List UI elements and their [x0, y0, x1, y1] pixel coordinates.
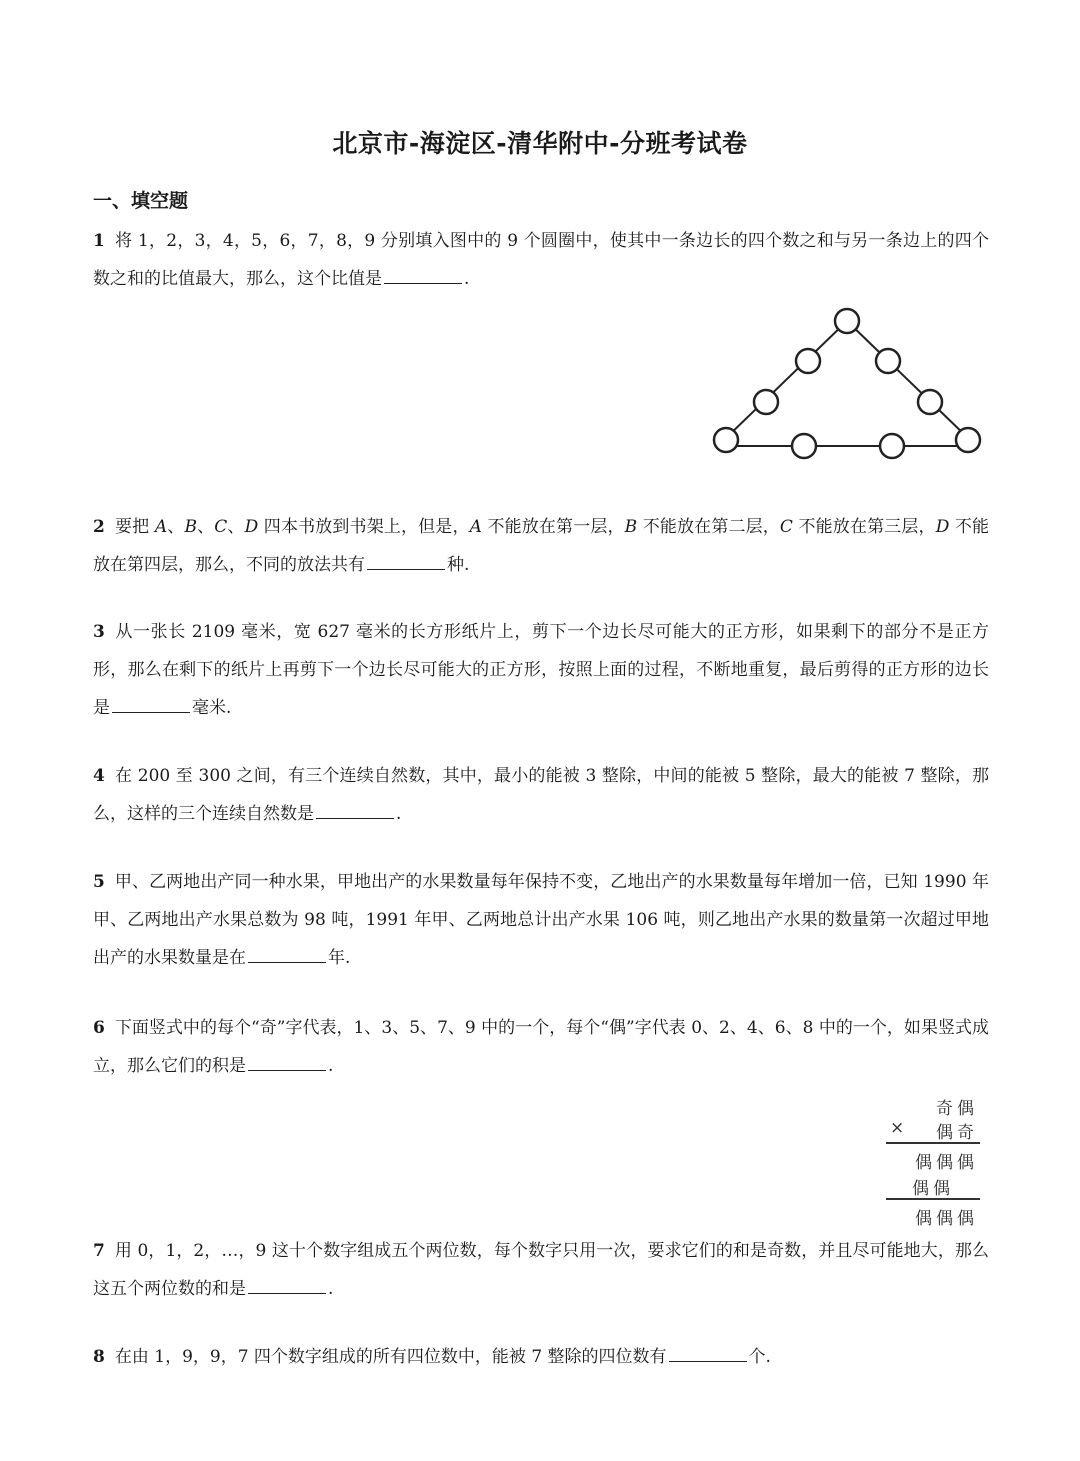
separator: 、: [227, 517, 245, 537]
circle-bottom-left[interactable]: [714, 428, 738, 452]
question-5: [93, 863, 989, 977]
partial-product-1: 偶偶偶: [915, 1153, 978, 1173]
question-text: 不能放在第四层，那么，不同的放法共有: [93, 517, 990, 575]
question-end: .: [396, 804, 402, 824]
question-3: [93, 613, 989, 727]
triangle-right-edge: [847, 321, 968, 438]
question-number: 4: [93, 766, 105, 786]
book-b: B: [624, 517, 638, 537]
divider-line: [886, 1142, 980, 1144]
answer-blank[interactable]: [367, 551, 445, 570]
question-end: 个.: [748, 1347, 771, 1367]
question-end: 种.: [447, 555, 470, 575]
section-heading: 一、填空题: [93, 190, 189, 212]
question-text: 在由 1，9，9，7 四个数字组成的所有四位数中，能被 7 整除的四位数有: [114, 1347, 667, 1367]
question-end: .: [464, 269, 470, 289]
page-title: 北京市-海淀区-清华附中-分班考试卷: [332, 129, 748, 158]
question-text: 不能放在第二层，: [637, 517, 780, 537]
book-c: C: [214, 517, 228, 537]
book-d: D: [244, 517, 259, 537]
circle-left-1[interactable]: [796, 349, 820, 373]
final-product: 偶偶偶: [915, 1209, 978, 1229]
question-1: [93, 222, 989, 298]
question-8: [93, 1338, 989, 1376]
question-number: 7: [93, 1241, 105, 1261]
multiplier: 偶奇: [936, 1123, 978, 1143]
multiplicand: 奇偶: [936, 1099, 978, 1119]
separator: 、: [196, 517, 215, 537]
circle-bottom-right[interactable]: [956, 428, 980, 452]
circle-right-2[interactable]: [918, 390, 942, 414]
vertical-multiplication: [882, 1092, 982, 1228]
question-text: 甲、乙两地出产同一种水果，甲地出产的水果数量每年保持不变，乙地出产的水果数量每年增加一倍，已知 1990 年甲、乙两地出产水果总数为 98 吨，1991 年甲、乙两地总计出产水果 106 吨，则乙地出产水果的数量第一次超过甲地出产的水果数量是在: [93, 872, 989, 968]
circle-right-1[interactable]: [876, 349, 900, 373]
times-sign: ×: [890, 1118, 905, 1138]
question-number: 5: [93, 872, 105, 892]
circle-left-2[interactable]: [754, 390, 778, 414]
question-7: [93, 1232, 989, 1308]
question-text: 用 0，1，2，…，9 这十个数字组成五个两位数，每个数字只用一次，要求它们的和是奇数，并且尽可能地大，那么这五个两位数的和是: [93, 1241, 989, 1299]
question-2: [93, 508, 989, 584]
answer-blank[interactable]: [248, 1275, 326, 1294]
question-number: 6: [93, 1018, 105, 1038]
question-text: 不能放在第三层，: [792, 517, 936, 537]
answer-blank[interactable]: [248, 1052, 326, 1071]
answer-blank[interactable]: [316, 800, 394, 819]
question-text: 不能放在第一层，: [481, 517, 625, 537]
answer-blank[interactable]: [669, 1343, 747, 1362]
triangle-circles-diagram: [708, 304, 988, 464]
circle-top[interactable]: [835, 309, 859, 333]
book-a: A: [154, 517, 168, 537]
separator: 、: [167, 517, 185, 537]
question-text: 下面竖式中的每个“奇”字代表，1、3、5、7、9 中的一个，每个“偶”字代表 0、2、4、6、8 中的一个，如果竖式成立，那么它们的积是: [93, 1018, 989, 1076]
question-end: .: [328, 1279, 334, 1299]
answer-blank[interactable]: [112, 694, 190, 713]
question-number: 2: [93, 517, 105, 537]
book-a: A: [469, 517, 482, 537]
circle-base-1[interactable]: [792, 434, 816, 458]
question-end: 年.: [328, 948, 351, 968]
question-4: [93, 757, 989, 833]
triangle-left-edge: [726, 321, 847, 438]
question-number: 3: [93, 622, 105, 642]
book-d: D: [935, 517, 950, 537]
answer-blank[interactable]: [384, 265, 462, 284]
book-b: B: [184, 517, 197, 537]
divider-line: [886, 1198, 980, 1200]
question-text: 在 200 至 300 之间，有三个连续自然数，其中，最小的能被 3 整除，中间的能被 5 整除，最大的能被 7 整除，那么，这样的三个连续自然数是: [93, 766, 989, 824]
question-number: 1: [93, 231, 105, 251]
question-end: .: [328, 1056, 334, 1076]
question-text: 从一张长 2109 毫米，宽 627 毫米的长方形纸片上，剪下一个边长尽可能大的正方形，如果剩下的部分不是正方形，那么在剩下的纸片上再剪下一个边长尽可能大的正方形，按照上面的过程，不断地重复，最后剪得的正方形的边长是: [93, 622, 989, 718]
partial-product-2: 偶偶: [912, 1179, 954, 1199]
question-end: 毫米.: [192, 698, 232, 718]
question-text: 要把: [114, 517, 155, 537]
book-c: C: [779, 517, 793, 537]
circle-base-2[interactable]: [880, 434, 904, 458]
answer-blank[interactable]: [248, 944, 326, 963]
question-text: 将 1，2，3，4，5，6，7，8，9 分别填入图中的 9 个圆圈中，使其中一条边长的四个数之和与另一条边上的四个数之和的比值最大，那么，这个比值是: [93, 231, 989, 289]
question-number: 8: [93, 1347, 105, 1367]
question-text: 四本书放到书架上，但是，: [258, 517, 470, 537]
question-6: [93, 1009, 989, 1085]
